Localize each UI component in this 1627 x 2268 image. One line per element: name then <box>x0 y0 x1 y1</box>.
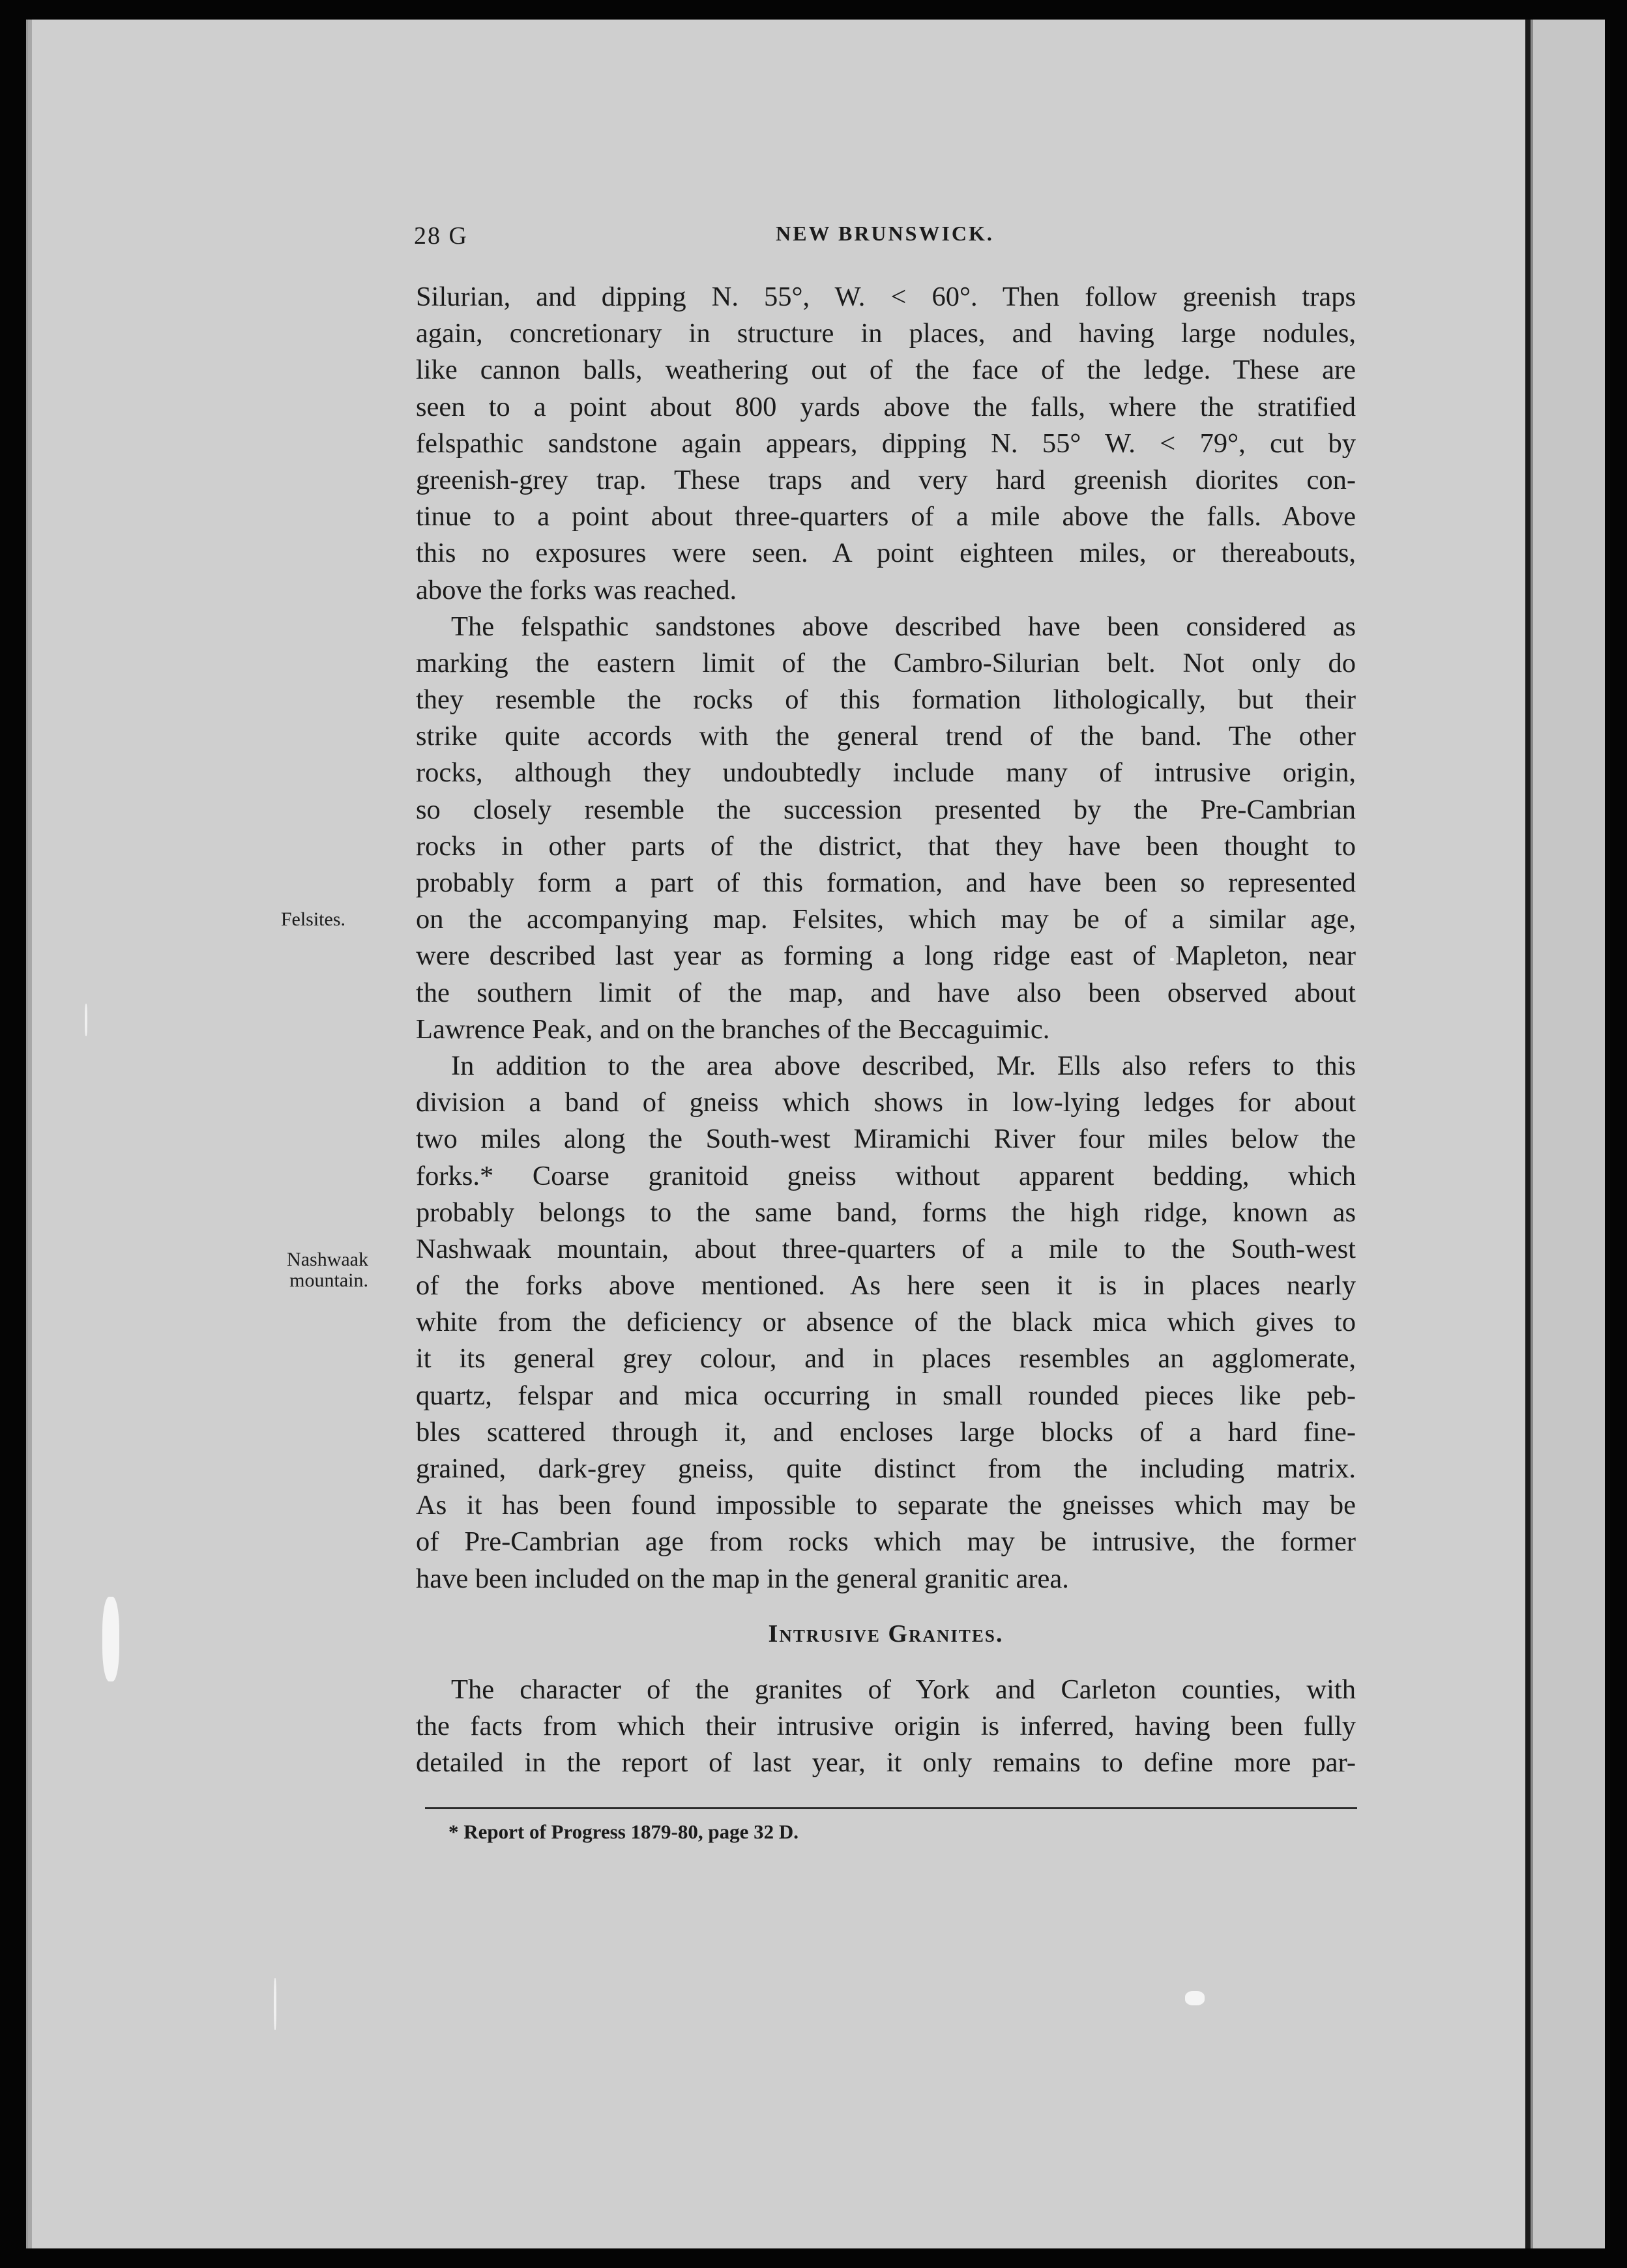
margin-note-nashwaak <box>241 1249 368 1291</box>
text-line: Nashwaak mountain, about three-quarters of a mile to the South-west <box>416 1233 1356 1264</box>
paper-speck <box>274 1978 276 2030</box>
text-line: The felspathic sandstones above described have been considered as <box>451 611 1356 642</box>
text-line: on the accompanying map. Felsites, which may be of a similar age, <box>416 904 1356 935</box>
text-line: above the forks was reached. <box>416 574 737 605</box>
text-line: felspathic sandstone again appears, dipping N. 55° W. < 79°, cut by <box>416 428 1356 459</box>
text-line: probably form a part of this formation, and have been so represented <box>416 867 1356 898</box>
running-head: NEW BRUNSWICK. <box>776 222 994 245</box>
text-line: detailed in the report of last year, it only remains to define more par- <box>416 1747 1356 1779</box>
text-line: grained, dark-grey gneiss, quite distinct from the including matrix. <box>416 1453 1356 1484</box>
page-number: 28 G <box>414 222 468 250</box>
margin-note-nashwaak-line2: mountain. <box>289 1270 368 1291</box>
text-line: they resemble the rocks of this formation lithologically, but their <box>416 684 1356 716</box>
text-line: marking the eastern limit of the Cambro-Silurian belt. Not only do <box>416 647 1356 678</box>
text-line: have been included on the map in the general granitic area. <box>416 1563 1069 1594</box>
text-line: greenish-grey trap. These traps and very hard greenish diorites con- <box>416 464 1356 495</box>
paragraph-4 <box>416 1672 1356 1782</box>
text-line: quartz, felspar and mica occurring in small rounded pieces like peb- <box>416 1380 1356 1411</box>
margin-note-felsites-text: Felsites. <box>280 909 345 930</box>
paper-speck <box>1185 1991 1205 2005</box>
text-line: rocks in other parts of the district, that they have been thought to <box>416 830 1356 862</box>
paper-speck <box>85 1004 87 1036</box>
page-header <box>414 222 1356 261</box>
footnote: * Report of Progress 1879-80, page 32 D. <box>448 1820 799 1843</box>
text-line: division a band of gneiss which shows in low-lying ledges for about <box>416 1087 1356 1118</box>
text-line: As it has been found impossible to separate the gneisses which may be <box>416 1490 1356 1521</box>
adjacent-page-edge <box>1533 20 1605 2248</box>
paragraph-2 <box>416 609 1356 1048</box>
text-line: Lawrence Peak, and on the branches of the Beccaguimic. <box>416 1013 1050 1045</box>
footnote-rule <box>425 1807 1357 1809</box>
text-line: white from the deficiency or absence of the black mica which gives to <box>416 1307 1356 1338</box>
paragraph-3 <box>416 1048 1356 1597</box>
text-line: forks.* Coarse granitoid gneiss without apparent bedding, which <box>416 1160 1356 1191</box>
text-line: In addition to the area above described, Mr. Ells also refers to this <box>451 1050 1356 1081</box>
text-line: probably belongs to the same band, forms the high ridge, known as <box>416 1197 1356 1228</box>
text-line: tinue to a point about three-quarters of a mile above the falls. Above <box>416 501 1356 532</box>
text-line: of Pre-Cambrian age from rocks which may be intrusive, the former <box>416 1526 1356 1558</box>
text-line: The character of the granites of York and Carleton counties, with <box>451 1674 1356 1705</box>
text-line: the southern limit of the map, and have also been observed about <box>416 977 1356 1008</box>
page-edge-shading <box>26 20 67 2248</box>
text-line: bles scattered through it, and encloses large blocks of a hard fine- <box>416 1416 1356 1447</box>
body-text <box>416 279 1356 1782</box>
text-line: seen to a point about 800 yards above the falls, where the stratified <box>416 391 1356 422</box>
text-line: strike quite accords with the general trend of the band. The other <box>416 721 1356 752</box>
paragraph-1 <box>416 279 1356 609</box>
margin-note-nashwaak-line1: Nashwaak <box>287 1249 368 1270</box>
text-line: of the forks above mentioned. As here seen it is in places nearly <box>416 1270 1356 1301</box>
text-line: it its general grey colour, and in places resembles an agglomerate, <box>416 1343 1356 1374</box>
text-line: rocks, although they undoubtedly include many of intrusive origin, <box>416 757 1356 789</box>
text-line: so closely resemble the succession presented by the Pre-Cambrian <box>416 794 1356 825</box>
margin-note-felsites <box>248 909 345 930</box>
paper-speck <box>102 1597 119 1681</box>
binding-shadow <box>1525 20 1531 2248</box>
text-line: two miles along the South-west Miramichi River four miles below the <box>416 1124 1356 1155</box>
text-line: like cannon balls, weathering out of the face of the ledge. These are <box>416 355 1356 386</box>
text-line: again, concretionary in structure in places, and having large nodules, <box>416 318 1356 349</box>
text-line: Silurian, and dipping N. 55°, W. < 60°. Then follow greenish traps <box>416 282 1356 312</box>
section-heading: Intrusive Granites. <box>768 1620 1004 1648</box>
text-line: the facts from which their intrusive origin is inferred, having been fully <box>416 1711 1356 1742</box>
text-line: were described last year as forming a long ridge east of Mapleton, near <box>416 940 1356 972</box>
text-line: this no exposures were seen. A point eighteen miles, or thereabouts, <box>416 538 1356 569</box>
